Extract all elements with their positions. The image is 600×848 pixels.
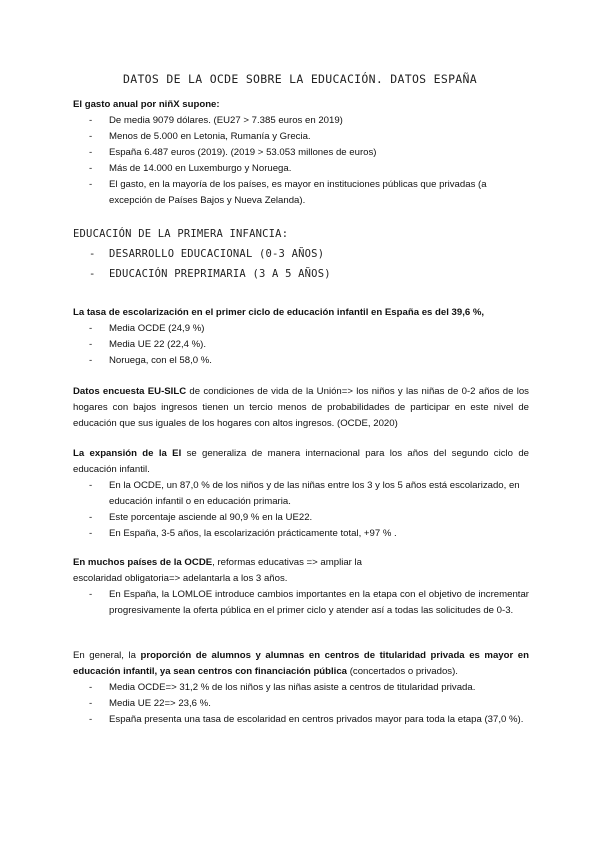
section-expansion [73, 446, 529, 542]
section-tasa [73, 305, 529, 369]
expansion-text: se generaliza de manera internacional para los años del segundo ciclo de educación infantil. [73, 448, 529, 475]
list-item: - En España, 3-5 años, la escolarización prácticamente total, +97 % . [73, 526, 529, 542]
reformas-line2: escolaridad obligatoria=> adelantarla a los 3 años. [73, 573, 288, 584]
list-item: - Media UE 22=> 23,6 %. [73, 696, 529, 712]
gasto-heading: El gasto anual por niñX supone: [73, 99, 220, 110]
expansion-bold: La expansión de la EI [73, 448, 182, 459]
list-item: - Menos de 5.000 en Letonia, Rumanía y Grecia. [73, 129, 529, 145]
list-item: - Media UE 22 (22,4 %). [73, 337, 529, 353]
list-item: - En España, la LOMLOE introduce cambios importantes en la etapa con el objetivo de incrementar progresivamente la oferta pública en el primer ciclo y atender así a todas las solicitudes de 0-3. [73, 587, 529, 619]
reformas-bold: En muchos países de la OCDE [73, 557, 213, 568]
section-proporcion [73, 648, 529, 728]
list-item: - España presenta una tasa de escolaridad en centros privados mayor para toda la etapa (37,0 %). [73, 712, 529, 728]
infancia-list [73, 244, 529, 284]
section-gasto [73, 97, 529, 209]
proporcion-pre: En general, la [73, 650, 141, 661]
list-item: - Noruega, con el 58,0 %. [73, 353, 529, 369]
list-item: - En la OCDE, un 87,0 % de los niños y de las niñas entre los 3 y los 5 años está escolarizado, en educación infantil o en educación primaria. [73, 478, 529, 510]
tasa-heading: La tasa de escolarización en el primer ciclo de educación infantil en España es del 39,6 %, [73, 307, 485, 318]
reformas-list [73, 587, 529, 619]
expansion-list [73, 478, 529, 542]
list-item: - DESARROLLO EDUCACIONAL (0-3 AÑOS) [73, 244, 529, 264]
section-reformas [73, 555, 529, 619]
list-item: - Este porcentaje asciende al 90,9 % en la UE22. [73, 510, 529, 526]
list-item: - El gasto, en la mayoría de los países, es mayor en instituciones públicas que privadas (a excepción de Países Bajos y Nueva Zelanda). [73, 177, 529, 209]
encuesta-text: de condiciones de vida de la Unión=> los niños y las niñas de 0-2 años de los hogares con bajos ingresos tienen un tercio menos de probabilidades de participar en este nivel de educación que sus iguales de los hogares con altos ingresos. (OCDE, 2020) [73, 386, 529, 429]
list-item: - Más de 14.000 en Luxemburgo y Noruega. [73, 161, 529, 177]
list-item: - EDUCACIÓN PREPRIMARIA (3 A 5 AÑOS) [73, 264, 529, 284]
section-infancia [73, 224, 529, 284]
tasa-list [73, 321, 529, 369]
list-item: - De media 9079 dólares. (EU27 > 7.385 euros en 2019) [73, 113, 529, 129]
proporcion-bold: proporción de alumnos y alumnas en centros de titularidad privada es mayor en educación infantil, ya sean centros con financiación pública [73, 650, 529, 677]
proporcion-post: (concertados o privados). [347, 666, 458, 677]
reformas-line1: , reformas educativas => ampliar la [212, 557, 362, 568]
gasto-list [73, 113, 529, 209]
list-item: - Media OCDE (24,9 %) [73, 321, 529, 337]
list-item: - España 6.487 euros (2019). (2019 > 53.053 millones de euros) [73, 145, 529, 161]
list-item: - Media OCDE=> 31,2 % de los niños y las niñas asiste a centros de titularidad privada. [73, 680, 529, 696]
proporcion-list [73, 680, 529, 728]
infancia-heading: EDUCACIÓN DE LA PRIMERA INFANCIA: [73, 228, 289, 240]
page-title: DATOS DE LA OCDE SOBRE LA EDUCACIÓN. DATOS ESPAÑA [123, 72, 477, 86]
section-encuesta [73, 384, 529, 432]
encuesta-bold: Datos encuesta EU-SILC [73, 386, 187, 397]
